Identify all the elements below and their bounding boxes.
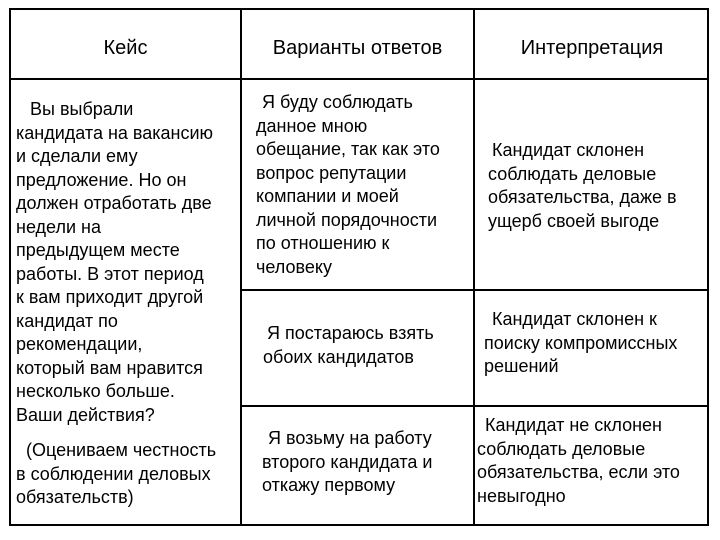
row-divider-1 bbox=[240, 289, 707, 291]
answer-1: Я буду соблюдать данное мною обещание, так как это вопрос репутации компании и моей личной порядочности по отношению к человеку bbox=[256, 92, 440, 277]
interpretation-1: Кандидат склонен соблюдать деловые обязательства, даже в ущерб своей выгоде bbox=[488, 140, 677, 231]
case-note: (Оцениваем честность в соблюдении деловых обязательств) bbox=[16, 440, 217, 507]
column-divider-1 bbox=[240, 10, 242, 524]
interpretation-3: Кандидат не склонен соблюдать деловые обязательства, если это невыгодно bbox=[477, 415, 680, 506]
case-table bbox=[9, 8, 709, 526]
header-answers: Варианты ответов bbox=[272, 37, 443, 59]
case-description: Вы выбрали кандидата на вакансию и сделали ему предложение. Но он должен отработать две недели на предыдущем месте работы. В этот период к вам приходит другой кандидат по рекомендации, который вам нравится несколько больше. Ваши действия? bbox=[16, 99, 214, 425]
header-interpretation: Интерпретация bbox=[520, 37, 664, 59]
header-case: Кейс bbox=[103, 37, 148, 59]
interpretation-2: Кандидат склонен к поиску компромиссных решений bbox=[484, 309, 678, 376]
header-divider bbox=[11, 78, 707, 80]
column-divider-2 bbox=[473, 10, 475, 524]
answer-2: Я постараюсь взять обоих кандидатов bbox=[263, 323, 434, 367]
row-divider-2 bbox=[240, 405, 707, 407]
answer-3: Я возьму на работу второго кандидата и откажу первому bbox=[262, 428, 433, 495]
